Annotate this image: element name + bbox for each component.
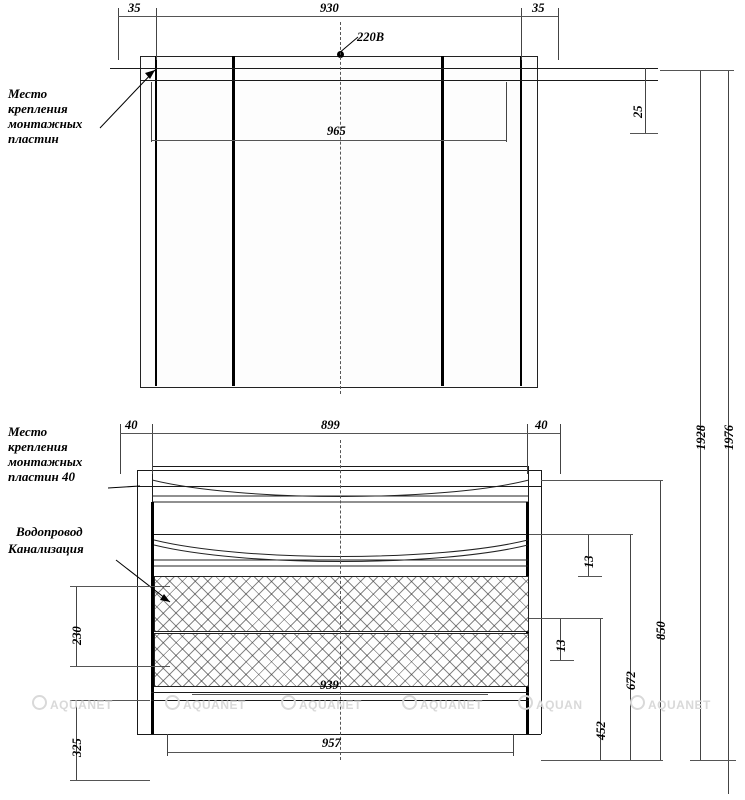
dim-230-bot-tick xyxy=(70,666,170,667)
dim-452: 452 xyxy=(594,721,608,740)
dim-1928-line xyxy=(700,70,701,760)
dim-230-top-tick xyxy=(70,586,170,587)
mount-bot-l2: крепления xyxy=(8,439,68,454)
dim-850-line xyxy=(660,480,661,760)
pipes-leader xyxy=(112,556,182,606)
drawer-hatch-upper xyxy=(154,576,529,632)
mount-top-l3: монтажных xyxy=(8,116,83,131)
vanity-bottom-line-3 xyxy=(137,734,541,735)
watermark-ring-icon xyxy=(281,695,296,710)
dim-850: 850 xyxy=(654,621,668,640)
dim-939: 939 xyxy=(320,678,339,692)
centre-line-bottom xyxy=(340,440,341,760)
dim-325: 325 xyxy=(70,738,84,757)
watermark-ring-icon xyxy=(32,695,47,710)
watermark-ring-icon xyxy=(165,695,180,710)
dim-930: 930 xyxy=(320,1,339,15)
watermark-ring-icon xyxy=(402,695,417,710)
dim-965-ext-right xyxy=(506,82,507,142)
water-supply-label: Водопровод xyxy=(16,524,83,539)
dim-line-top-930 xyxy=(118,16,558,17)
mount-rail-line xyxy=(137,486,541,487)
power-leader xyxy=(330,33,370,58)
sewerage-label: Канализация xyxy=(8,541,84,556)
dim-850-top-tick xyxy=(541,480,663,481)
watermark-1: AQUANET xyxy=(32,695,113,712)
dim-957-ext-left xyxy=(167,734,168,756)
dim-1976-bottom-tick xyxy=(690,760,736,761)
mount-top-l4: пластин xyxy=(8,131,59,146)
dim-25-tick xyxy=(630,133,658,134)
mount-bot-l4: пластин 40 xyxy=(8,469,75,484)
mount-plates-bottom-label xyxy=(8,424,82,484)
cabinet-door-divider-left xyxy=(232,56,235,386)
dim-850-bot-tick xyxy=(541,760,663,761)
dim-35-right: 35 xyxy=(532,1,545,15)
dim-40-right: 40 xyxy=(535,418,548,432)
bottom-dim-line xyxy=(120,433,560,434)
bext-c xyxy=(527,424,528,474)
dim-957: 957 xyxy=(322,736,341,750)
cabinet-top-extension-1 xyxy=(536,68,658,69)
cabinet-top-extension-2 xyxy=(536,80,658,81)
dim-line-965 xyxy=(151,140,506,141)
power-label: 220В xyxy=(357,30,385,44)
drawer-hatch-lower xyxy=(154,633,529,687)
vanity-outer-top xyxy=(137,470,541,471)
mount-bottom-leader xyxy=(108,470,148,494)
watermark-6: AQUANET xyxy=(630,695,711,712)
cabinet-top-line-2 xyxy=(140,80,536,81)
dim-965: 965 xyxy=(327,124,346,138)
mount-bot-l1: Место xyxy=(8,424,48,439)
dim-13-upper: 13 xyxy=(582,555,596,568)
dim-672-line xyxy=(630,534,631,760)
dim-35-left: 35 xyxy=(128,1,141,15)
dim-13a-tick2 xyxy=(578,576,602,577)
dim-25: 25 xyxy=(631,105,645,118)
mirror-cabinet-body xyxy=(140,56,538,388)
dim-672: 672 xyxy=(624,671,638,690)
ext-line-d xyxy=(558,8,559,60)
dim-25-line xyxy=(645,68,646,133)
dim-957-ext-right xyxy=(513,734,514,756)
centre-line-top xyxy=(340,22,341,394)
dim-13-lower: 13 xyxy=(554,639,568,652)
dim-1976: 1976 xyxy=(722,425,736,450)
cabinet-top-line-1 xyxy=(140,68,536,69)
bext-b xyxy=(152,424,153,474)
mount-bot-l3: монтажных xyxy=(8,454,83,469)
watermark-2: AQUANET xyxy=(165,695,246,712)
dim-1976-top-tick xyxy=(660,70,734,71)
dim-230: 230 xyxy=(70,626,84,645)
dim-325-bot-tick xyxy=(70,780,150,781)
bext-d xyxy=(560,424,561,474)
dim-1928: 1928 xyxy=(694,425,708,450)
watermark-ring-icon xyxy=(630,695,645,710)
watermark-4: AQUANET xyxy=(402,695,483,712)
dim-13b-tick xyxy=(550,618,574,619)
mount-top-leader xyxy=(95,66,165,136)
dim-13b-tick2 xyxy=(550,660,574,661)
drawer-upper-shape xyxy=(154,534,528,568)
bext-a xyxy=(120,424,121,474)
dim-899: 899 xyxy=(321,418,340,432)
watermark-3: AQUANET xyxy=(281,695,362,712)
mount-top-l1: Место xyxy=(8,86,48,101)
dim-40-left: 40 xyxy=(125,418,138,432)
cabinet-right-edge xyxy=(520,56,522,386)
cabinet-door-divider-right xyxy=(441,56,444,386)
watermark-5: AQUAN xyxy=(518,695,583,712)
dim-13a-tick xyxy=(578,534,602,535)
dim-957-line xyxy=(167,752,513,753)
watermark-ring-icon xyxy=(518,695,533,710)
mount-plates-top-label xyxy=(8,86,82,146)
mount-top-l2: крепления xyxy=(8,101,68,116)
